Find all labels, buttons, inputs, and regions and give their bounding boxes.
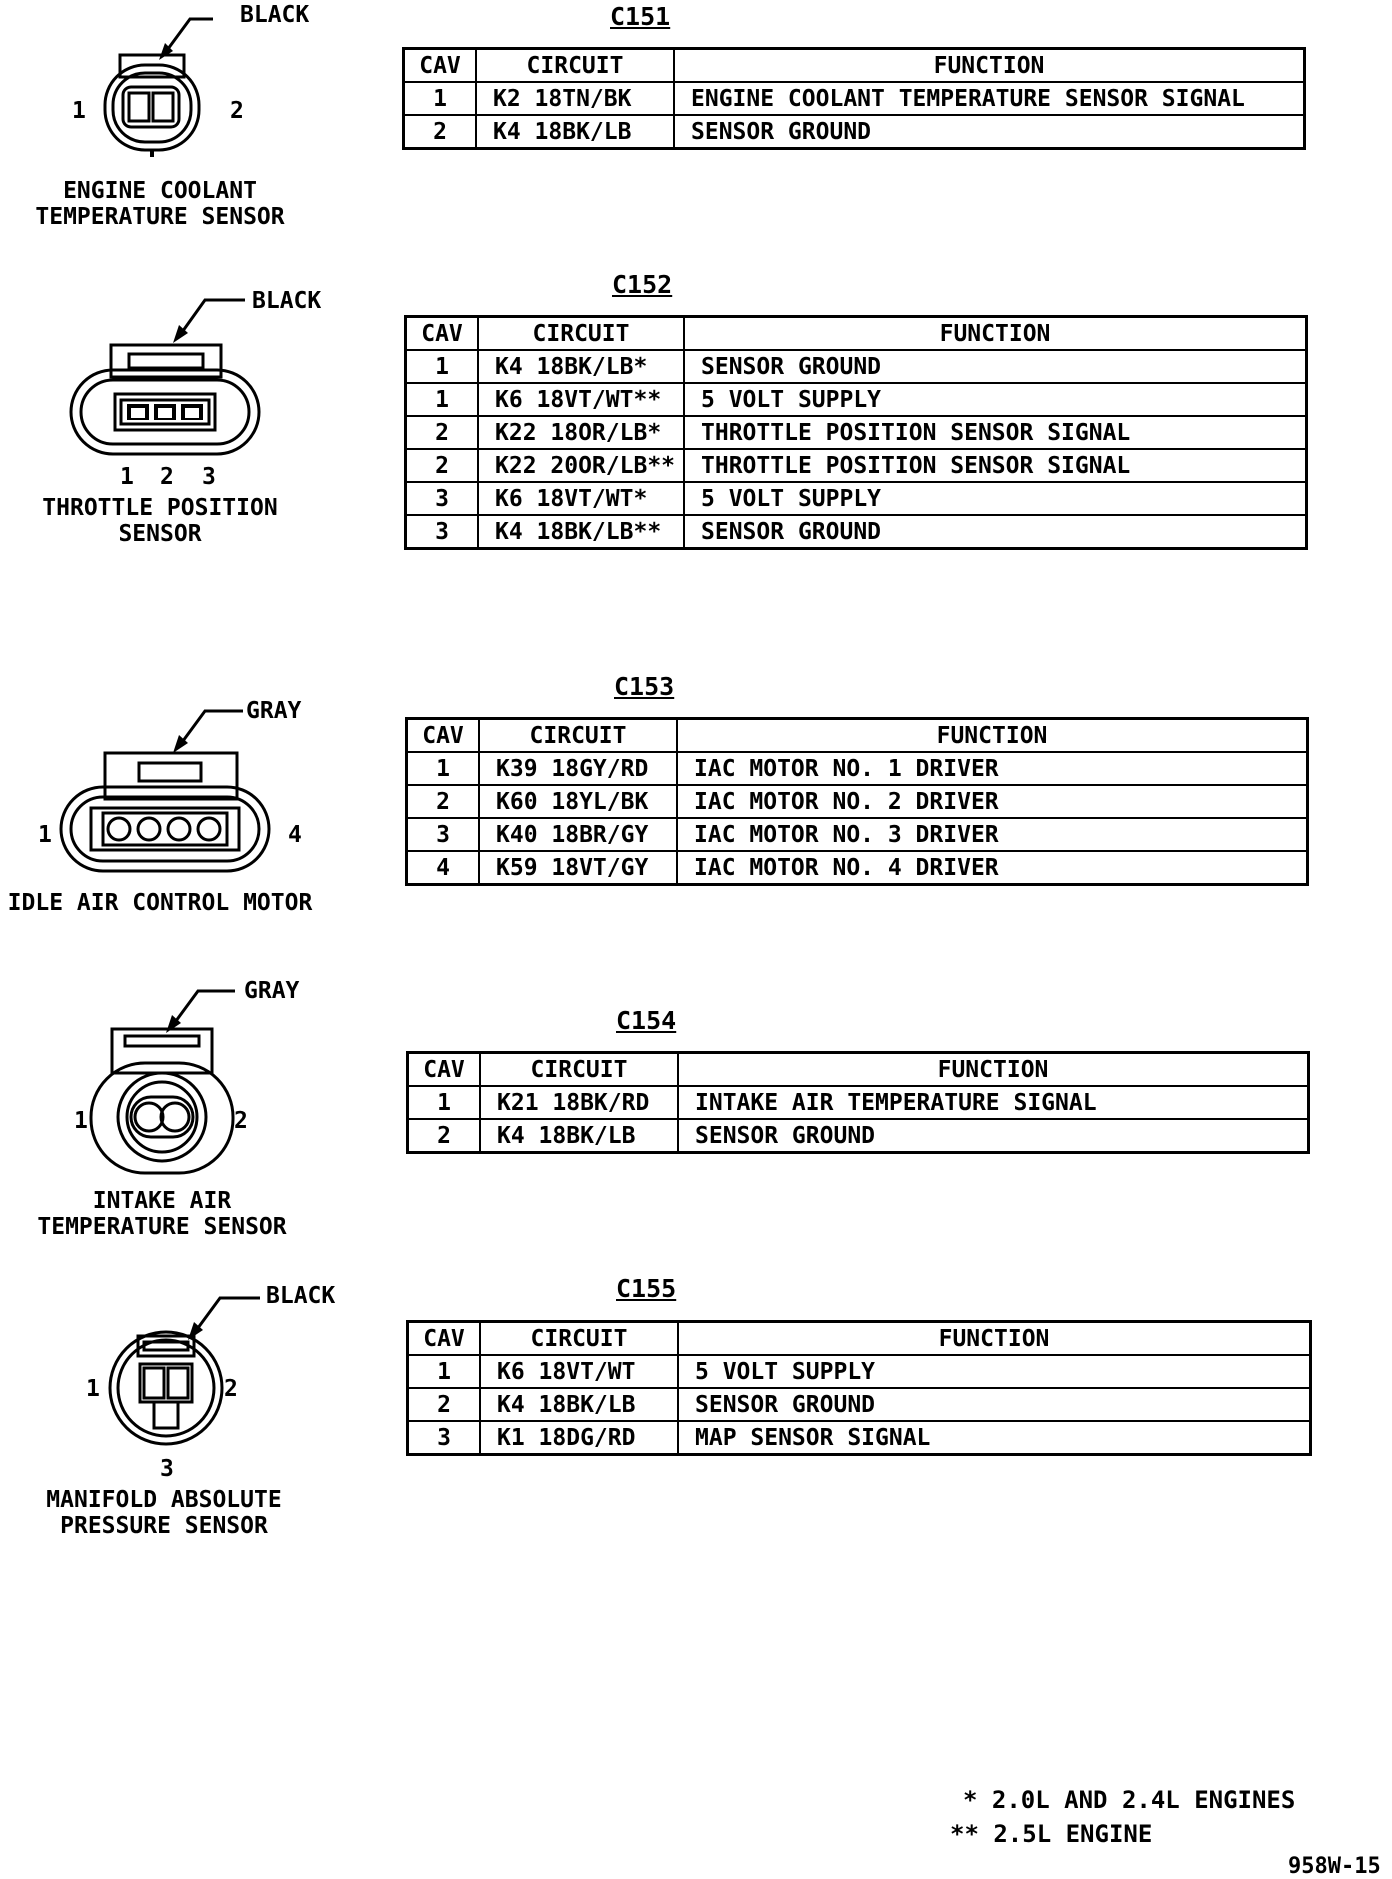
function-header: FUNCTION — [684, 317, 1306, 351]
function-cell: 5 VOLT SUPPLY — [684, 482, 1306, 515]
pin-number: 1 — [74, 1108, 88, 1134]
pin-number: 1 — [86, 1376, 100, 1402]
connector-id-title: C152 — [612, 270, 673, 299]
table-row — [408, 1086, 1309, 1119]
function-cell: ENGINE COOLANT TEMPERATURE SENSOR SIGNAL — [674, 82, 1305, 115]
c155-pinout-table — [406, 1320, 1312, 1456]
connector-color-label: BLACK — [266, 1283, 336, 1309]
table-row — [408, 1388, 1311, 1421]
circuit-cell: K6 18VT/WT** — [478, 383, 684, 416]
cav-cell: 1 — [406, 383, 479, 416]
connector-id-title: C153 — [614, 672, 675, 701]
c154-pinout-table — [406, 1051, 1310, 1154]
table-row — [407, 851, 1308, 885]
function-header: FUNCTION — [677, 719, 1308, 753]
table-row — [406, 449, 1307, 482]
connector-color-label: BLACK — [240, 2, 310, 28]
function-cell: THROTTLE POSITION SENSOR SIGNAL — [684, 449, 1306, 482]
pin-number: 1 — [120, 464, 134, 490]
connector-id-title: C155 — [616, 1274, 677, 1303]
cav-header: CAV — [407, 719, 480, 753]
intake-air-temperature-sensor-connector-icon — [85, 975, 255, 1175]
circuit-cell: K4 18BK/LB — [480, 1119, 678, 1153]
function-cell: SENSOR GROUND — [678, 1388, 1311, 1421]
function-cell: THROTTLE POSITION SENSOR SIGNAL — [684, 416, 1306, 449]
function-cell: SENSOR GROUND — [684, 350, 1306, 383]
pin-number: 3 — [160, 1456, 174, 1482]
cav-cell: 3 — [408, 1421, 481, 1455]
table-row — [406, 515, 1307, 549]
pin-number: 3 — [202, 464, 216, 490]
throttle-position-sensor-connector-icon — [65, 290, 265, 460]
connector-name: THROTTLE POSITION SENSOR — [42, 495, 278, 547]
function-header: FUNCTION — [678, 1053, 1309, 1087]
connector-name: INTAKE AIR TEMPERATURE SENSOR — [37, 1188, 287, 1240]
circuit-header: CIRCUIT — [476, 49, 674, 83]
cav-cell: 2 — [404, 115, 477, 149]
table-row — [407, 785, 1308, 818]
circuit-cell: K2 18TN/BK — [476, 82, 674, 115]
circuit-cell: K60 18YL/BK — [479, 785, 677, 818]
circuit-cell: K4 18BK/LB* — [478, 350, 684, 383]
figure-id: 958W-15 — [1288, 1854, 1381, 1879]
connector-id-title: C151 — [610, 2, 671, 31]
pin-number: 1 — [72, 98, 86, 124]
circuit-cell: K4 18BK/LB — [480, 1388, 678, 1421]
function-cell: IAC MOTOR NO. 2 DRIVER — [677, 785, 1308, 818]
function-cell: 5 VOLT SUPPLY — [684, 383, 1306, 416]
pin-number: 2 — [160, 464, 174, 490]
connector-id-title: C154 — [616, 1006, 677, 1035]
idle-air-control-motor-connector-icon — [55, 695, 270, 875]
table-row — [404, 115, 1305, 149]
connector-name: ENGINE COOLANT TEMPERATURE SENSOR — [35, 178, 285, 230]
circuit-cell: K4 18BK/LB** — [478, 515, 684, 549]
circuit-header: CIRCUIT — [478, 317, 684, 351]
pin-number: 4 — [288, 822, 302, 848]
pin-number: 2 — [234, 1108, 248, 1134]
function-cell: 5 VOLT SUPPLY — [678, 1355, 1311, 1388]
cav-cell: 2 — [408, 1119, 481, 1153]
cav-cell: 2 — [406, 416, 479, 449]
circuit-cell: K22 18OR/LB* — [478, 416, 684, 449]
table-row — [408, 1355, 1311, 1388]
cav-cell: 3 — [407, 818, 480, 851]
cav-cell: 3 — [406, 482, 479, 515]
table-row — [407, 752, 1308, 785]
pin-number: 2 — [224, 1376, 238, 1402]
connector-color-label: GRAY — [244, 978, 300, 1004]
connector-color-label: GRAY — [246, 698, 302, 724]
table-row — [406, 383, 1307, 416]
manifold-absolute-pressure-sensor-connector-icon — [110, 1280, 275, 1450]
circuit-cell: K4 18BK/LB — [476, 115, 674, 149]
function-cell: INTAKE AIR TEMPERATURE SIGNAL — [678, 1086, 1309, 1119]
function-cell: MAP SENSOR SIGNAL — [678, 1421, 1311, 1455]
table-row — [404, 82, 1305, 115]
table-row — [408, 1421, 1311, 1455]
circuit-cell: K1 18DG/RD — [480, 1421, 678, 1455]
cav-header: CAV — [404, 49, 477, 83]
circuit-header: CIRCUIT — [479, 719, 677, 753]
connector-color-label: BLACK — [252, 288, 322, 314]
circuit-cell: K40 18BR/GY — [479, 818, 677, 851]
function-cell: SENSOR GROUND — [678, 1119, 1309, 1153]
function-cell: SENSOR GROUND — [674, 115, 1305, 149]
circuit-header: CIRCUIT — [480, 1053, 678, 1087]
cav-header: CAV — [408, 1322, 481, 1356]
cav-header: CAV — [408, 1053, 481, 1087]
connector-name: IDLE AIR CONTROL MOTOR — [7, 890, 313, 916]
function-header: FUNCTION — [674, 49, 1305, 83]
cav-cell: 2 — [407, 785, 480, 818]
cav-cell: 2 — [406, 449, 479, 482]
circuit-cell: K22 20OR/LB** — [478, 449, 684, 482]
c151-pinout-table — [402, 47, 1306, 150]
circuit-cell: K6 18VT/WT* — [478, 482, 684, 515]
circuit-cell: K39 18GY/RD — [479, 752, 677, 785]
circuit-cell: K59 18VT/GY — [479, 851, 677, 885]
footnote-double-star: ** 2.5L ENGINE — [950, 1820, 1153, 1848]
function-header: FUNCTION — [678, 1322, 1311, 1356]
table-row — [406, 416, 1307, 449]
cav-cell: 1 — [404, 82, 477, 115]
footnote-single-star: * 2.0L AND 2.4L ENGINES — [963, 1786, 1296, 1814]
table-row — [407, 818, 1308, 851]
c152-pinout-table — [404, 315, 1308, 550]
circuit-cell: K6 18VT/WT — [480, 1355, 678, 1388]
connector-name: MANIFOLD ABSOLUTE PRESSURE SENSOR — [46, 1487, 282, 1539]
cav-cell: 3 — [406, 515, 479, 549]
table-row — [408, 1119, 1309, 1153]
cav-header: CAV — [406, 317, 479, 351]
table-row — [406, 482, 1307, 515]
circuit-cell: K21 18BK/RD — [480, 1086, 678, 1119]
pin-number: 2 — [230, 98, 244, 124]
cav-cell: 1 — [408, 1355, 481, 1388]
cav-cell: 1 — [406, 350, 479, 383]
cav-cell: 2 — [408, 1388, 481, 1421]
pin-number: 1 — [38, 822, 52, 848]
cav-cell: 4 — [407, 851, 480, 885]
function-cell: SENSOR GROUND — [684, 515, 1306, 549]
function-cell: IAC MOTOR NO. 1 DRIVER — [677, 752, 1308, 785]
cav-cell: 1 — [407, 752, 480, 785]
function-cell: IAC MOTOR NO. 4 DRIVER — [677, 851, 1308, 885]
engine-coolant-temperature-sensor-connector-icon — [95, 5, 245, 155]
cav-cell: 1 — [408, 1086, 481, 1119]
c153-pinout-table — [405, 717, 1309, 886]
table-row — [406, 350, 1307, 383]
function-cell: IAC MOTOR NO. 3 DRIVER — [677, 818, 1308, 851]
circuit-header: CIRCUIT — [480, 1322, 678, 1356]
